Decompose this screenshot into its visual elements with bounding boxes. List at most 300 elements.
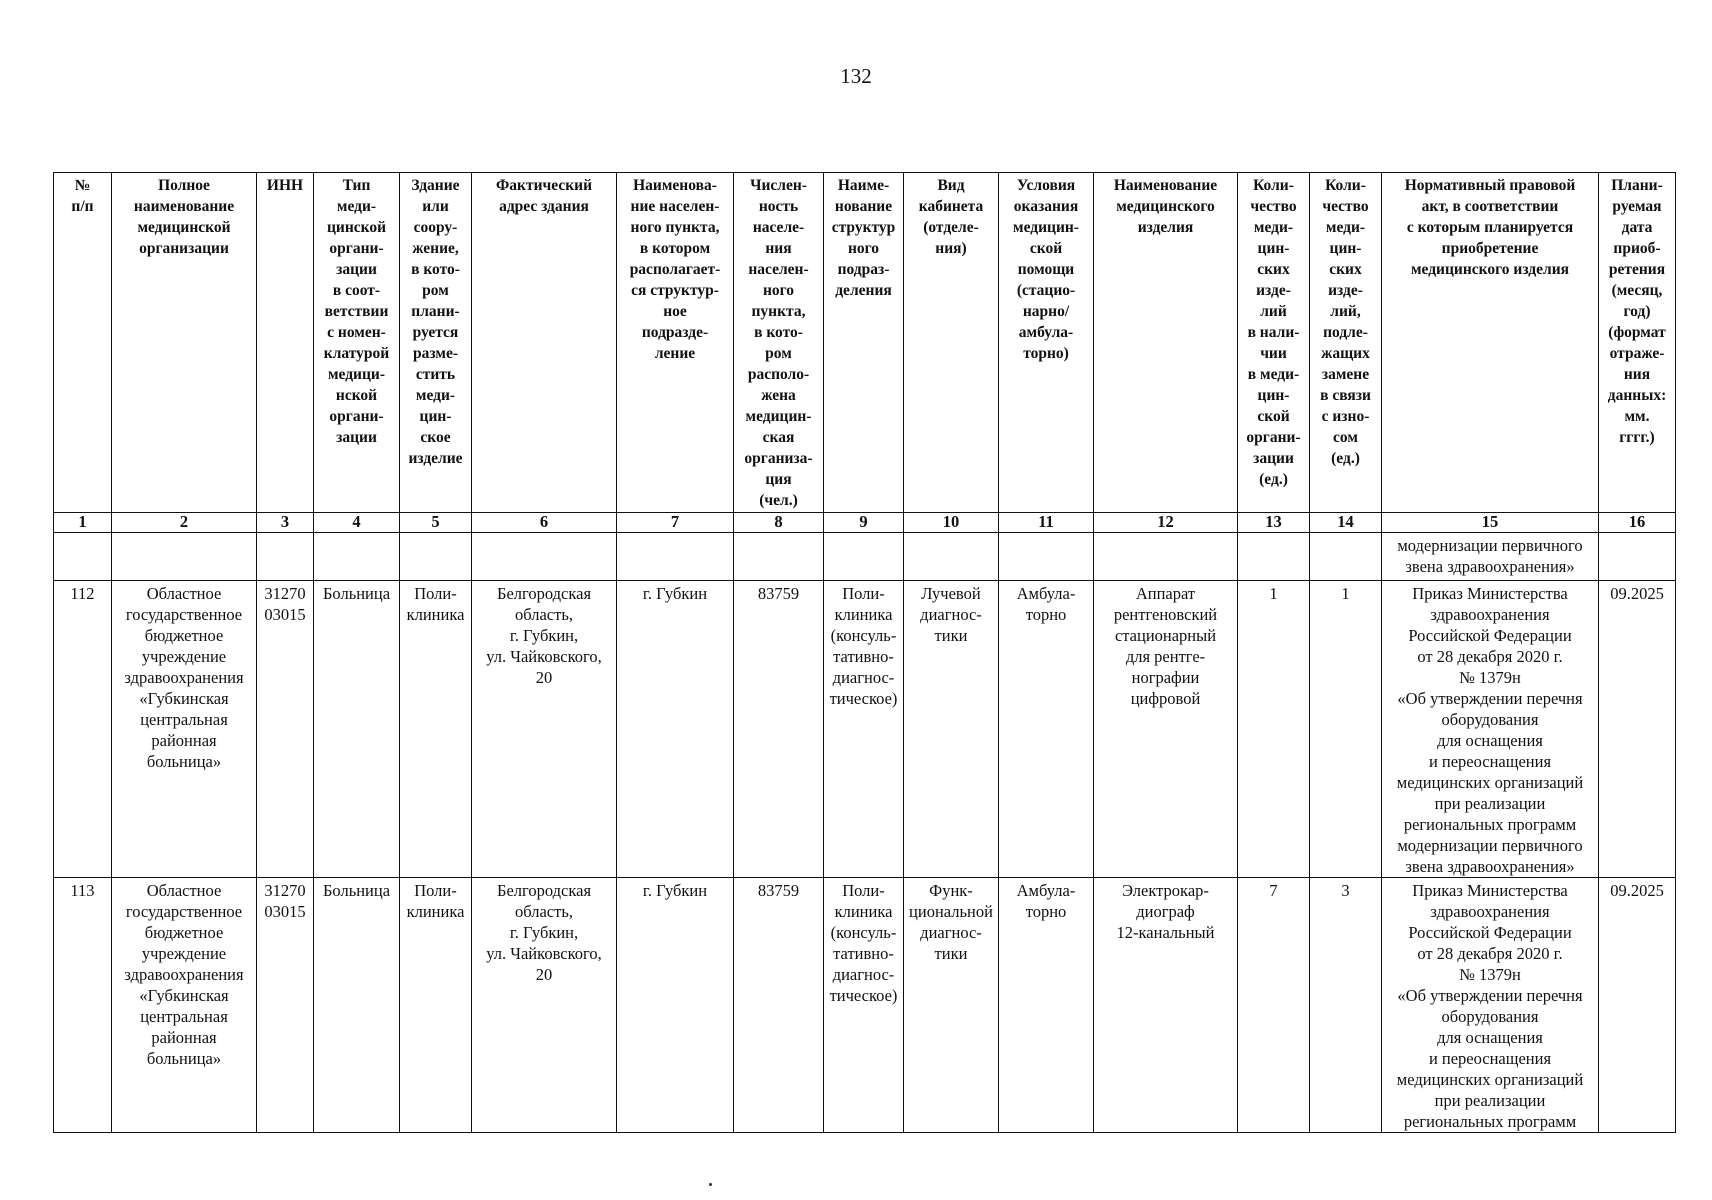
continuation-cell-8 [734, 533, 824, 581]
cell-text-line: Функ- [929, 881, 973, 900]
cell-text-line: ния [765, 240, 792, 257]
cell-text-line: ской [1257, 408, 1290, 425]
cell-text-line: зации [336, 429, 377, 446]
column-number-14: 14 [1310, 513, 1382, 533]
cell-text-line: ция [765, 471, 792, 488]
cell-text-line: приоб- [1613, 240, 1661, 257]
cell-text-line: тики [934, 626, 968, 645]
column-header-10 [904, 173, 999, 513]
cell-text-line: 1 [1341, 584, 1350, 603]
cell-text-line: звена здравоохранения» [1405, 557, 1575, 576]
cell-col-6 [472, 878, 617, 1133]
cell-col-5 [400, 878, 472, 1133]
cell-text-line: Наименова- [633, 177, 717, 194]
cell-text-line: учреждение [141, 647, 227, 666]
cell-text-line: (стацио- [1016, 282, 1076, 299]
cell-text-line: Приказ Министерства [1412, 881, 1568, 900]
cell-text-line: ул. Чайковского, [486, 944, 602, 963]
column-header-8 [734, 173, 824, 513]
cell-col-1 [54, 581, 112, 878]
cell-text-line: 31270 [264, 881, 306, 900]
cell-text-line: тативно- [833, 944, 894, 963]
cell-text-line: модернизации первичного [1397, 536, 1583, 555]
cell-text-line: при реализации [1434, 794, 1546, 813]
cell-text-line: приобретение [1441, 240, 1539, 257]
cell-text-line: Поли- [414, 584, 457, 603]
cell-col-16 [1599, 878, 1676, 1133]
cell-text-line: и переоснащения [1428, 752, 1552, 771]
cell-text-line: цинской [326, 219, 387, 236]
cell-text-line: ния) [935, 240, 967, 257]
cell-text-line: 12-канальный [1116, 923, 1215, 942]
cell-text-line: меди- [415, 387, 456, 404]
cell-text-line: в соот- [332, 282, 381, 299]
cell-text-line: подле- [1323, 324, 1368, 341]
cell-text-line: стить [415, 366, 456, 383]
equipment-table [53, 172, 1676, 1133]
column-header-6 [472, 173, 617, 513]
cell-text-line: жащих [1321, 345, 1370, 362]
cell-col-8 [734, 581, 824, 878]
cell-text-line: жена [761, 387, 796, 404]
cell-text-line: замене [1321, 366, 1370, 383]
continuation-cell-15 [1382, 533, 1599, 581]
cell-text-line: 03015 [264, 605, 306, 624]
column-number-15: 15 [1382, 513, 1599, 533]
cell-text-line: 112 [70, 584, 95, 603]
column-header-4 [314, 173, 400, 513]
cell-text-line: населе- [752, 219, 805, 236]
column-header-3 [257, 173, 314, 513]
cell-text-line: ся структур- [631, 282, 719, 299]
cell-text-line: диагнос- [920, 605, 982, 624]
cell-text-line: здравоохранения [124, 965, 244, 984]
cell-text-line: 3 [1341, 881, 1350, 900]
cell-col-11 [999, 581, 1094, 878]
cell-text-line: Наименование [1113, 177, 1218, 194]
column-number-12: 12 [1094, 513, 1238, 533]
cell-text-line: меди- [1253, 219, 1294, 236]
cell-text-line: медицинской [137, 219, 231, 236]
cell-text-line: помощи [1017, 261, 1075, 278]
cell-text-line: региональных программ [1403, 1112, 1577, 1131]
cell-text-line: с которым планируется [1406, 219, 1574, 236]
cell-text-line: деления [835, 282, 892, 299]
cell-text-line: клатурой [323, 345, 390, 362]
cell-text-line: бюджетное [144, 626, 224, 645]
column-number-8: 8 [734, 513, 824, 533]
cell-text-line: органи- [329, 240, 384, 257]
cell-text-line: больница» [146, 752, 222, 771]
cell-text-line: г. Губкин, [509, 626, 579, 645]
continuation-cell-4 [314, 533, 400, 581]
cell-text-line: год) [1623, 303, 1651, 320]
header-row [54, 173, 1676, 513]
cell-text-line: торно) [1023, 345, 1069, 362]
column-number-2: 2 [112, 513, 257, 533]
cell-text-line: Больница [322, 881, 391, 900]
page-number: 132 [840, 64, 872, 88]
column-header-5 [400, 173, 472, 513]
cell-text-line: разме- [413, 345, 458, 362]
cell-text-line: ром [422, 282, 449, 299]
cell-col-10 [904, 581, 999, 878]
column-number-3: 3 [257, 513, 314, 533]
cell-col-11 [999, 878, 1094, 1133]
cell-text-line: больница» [146, 1049, 222, 1068]
cell-text-line: (отделе- [923, 219, 979, 236]
cell-text-line: цифровой [1130, 689, 1201, 708]
cell-text-line: здравоохранения [1430, 605, 1550, 624]
cell-text-line: для оснащения [1437, 731, 1543, 750]
cell-text-line: дата [1621, 219, 1653, 236]
cell-text-line: Коли- [1253, 177, 1294, 194]
continuation-cell-16 [1599, 533, 1676, 581]
cell-text-line: цин- [419, 408, 452, 425]
cell-text-line: отраже- [1609, 345, 1665, 362]
cell-text-line: в нали- [1247, 324, 1300, 341]
cell-text-line: рентгеновский [1113, 605, 1218, 624]
cell-text-line: для рентге- [1125, 647, 1206, 666]
column-header-2 [112, 173, 257, 513]
cell-text-line: Числен- [750, 177, 807, 194]
cell-text-line: 113 [70, 881, 95, 900]
cell-text-line: ская [762, 429, 795, 446]
cell-text-line: с номен- [327, 324, 386, 341]
cell-text-line: «Об утверждении перечня [1397, 986, 1583, 1005]
cell-text-line: циональной [909, 902, 993, 921]
cell-text-line: с изно- [1321, 408, 1370, 425]
column-number-16: 16 [1599, 513, 1676, 533]
cell-text-line: Фактический [495, 177, 593, 194]
cell-text-line: 20 [535, 965, 553, 984]
column-number-6: 6 [472, 513, 617, 533]
cell-text-line: государственное [125, 605, 243, 624]
cell-text-line: и переоснащения [1428, 1049, 1552, 1068]
table-row [54, 581, 1676, 878]
cell-text-line: Приказ Министерства [1412, 584, 1568, 603]
cell-text-line: стационарный [1114, 626, 1217, 645]
cell-text-line: г. Губкин [642, 881, 708, 900]
cell-text-line: мм. [1624, 408, 1650, 425]
cell-text-line: населен- [748, 261, 809, 278]
cell-text-line: здравоохранения [124, 668, 244, 687]
cell-text-line: (консуль- [830, 626, 897, 645]
table-row [54, 878, 1676, 1133]
cell-text-line: лий, [1330, 303, 1361, 320]
cell-text-line: пункта, [751, 303, 806, 320]
cell-text-line: в котором [639, 240, 711, 257]
cell-col-10 [904, 878, 999, 1133]
cell-text-line: диагнос- [920, 923, 982, 942]
cell-text-line: Белгородская [496, 584, 592, 603]
cell-text-line: Нормативный правовой [1404, 177, 1576, 194]
cell-text-line: тическое) [829, 689, 898, 708]
cell-text-line: чии [1260, 345, 1287, 362]
continuation-cell-13 [1238, 533, 1310, 581]
cell-text-line: нование [834, 198, 893, 215]
cell-text-line: государственное [125, 902, 243, 921]
cell-text-line: в кото- [754, 324, 803, 341]
cell-col-4 [314, 878, 400, 1133]
cell-text-line: чество [1250, 198, 1297, 215]
column-number-1: 1 [54, 513, 112, 533]
cell-text-line: медицинских организаций [1396, 773, 1584, 792]
column-header-11 [999, 173, 1094, 513]
cell-text-line: ного [847, 240, 880, 257]
cell-text-line: бюджетное [144, 923, 224, 942]
cell-text-line: медицинского [1116, 198, 1215, 215]
cell-text-line: изде- [1328, 282, 1363, 299]
cell-text-line: здравоохранения [1430, 902, 1550, 921]
cell-text-line: подраз- [837, 261, 890, 278]
cell-text-line: ное [663, 303, 687, 320]
cell-text-line: ного [762, 282, 795, 299]
cell-text-line: медицин- [1013, 219, 1079, 236]
cell-text-line: ность [758, 198, 799, 215]
cell-text-line: располо- [747, 366, 810, 383]
column-number-13: 13 [1238, 513, 1310, 533]
cell-text-line: № 1379н [1459, 965, 1521, 984]
cell-text-line: 83759 [757, 881, 800, 900]
cell-text-line: 1 [1269, 584, 1278, 603]
cell-text-line: область, [515, 605, 573, 624]
cell-text-line: организации [139, 240, 229, 257]
cell-col-14 [1310, 878, 1382, 1133]
continuation-cell-10 [904, 533, 999, 581]
cell-text-line: руется [412, 324, 459, 341]
cell-text-line: Электрокар- [1122, 881, 1209, 900]
cell-text-line: от 28 декабря 2020 г. [1417, 944, 1563, 963]
cell-text-line: в кото- [411, 261, 460, 278]
cell-text-line: медицинских организаций [1396, 1070, 1584, 1089]
cell-col-12 [1094, 878, 1238, 1133]
cell-text-line: Российской Федерации [1408, 923, 1572, 942]
column-number-11: 11 [999, 513, 1094, 533]
column-header-14 [1310, 173, 1382, 513]
column-number-9: 9 [824, 513, 904, 533]
cell-col-15 [1382, 581, 1599, 878]
cell-text-line: кабинета [918, 198, 984, 215]
cell-text-line: региональных программ [1403, 815, 1577, 834]
cell-text-line: центральная [140, 710, 228, 729]
continuation-cell-9 [824, 533, 904, 581]
cell-text-line: ветствии [324, 303, 389, 320]
cell-text-line: организа- [744, 450, 813, 467]
cell-text-line: п/п [71, 198, 94, 215]
continuation-cell-12 [1094, 533, 1238, 581]
cell-col-9 [824, 581, 904, 878]
cell-col-3 [257, 878, 314, 1133]
cell-text-line: гггг.) [1619, 429, 1655, 446]
cell-text-line: область, [515, 902, 573, 921]
cell-text-line: от 28 декабря 2020 г. [1417, 647, 1563, 666]
cell-text-line: Поли- [842, 584, 885, 603]
cell-text-line: (формат [1608, 324, 1666, 341]
cell-col-4 [314, 581, 400, 878]
cell-text-line: наименование [133, 198, 235, 215]
cell-text-line: располагает- [629, 261, 721, 278]
cell-text-line: плани- [411, 303, 460, 320]
cell-text-line: ние населен- [630, 198, 720, 215]
cell-text-line: (ед.) [1331, 450, 1360, 467]
cell-text-line: амбула- [1018, 324, 1074, 341]
cell-text-line: в связи [1320, 387, 1371, 404]
cell-text-line: или [422, 198, 449, 215]
column-header-15 [1382, 173, 1599, 513]
cell-text-line: чество [1322, 198, 1369, 215]
cell-text-line: учреждение [141, 944, 227, 963]
cell-text-line: «Губкинская [139, 689, 229, 708]
cell-text-line: Поли- [414, 881, 457, 900]
cell-col-5 [400, 581, 472, 878]
cell-text-line: районная [151, 731, 217, 750]
cell-text-line: диагнос- [832, 965, 895, 984]
cell-text-line: 7 [1269, 881, 1278, 900]
continuation-cell-11 [999, 533, 1094, 581]
cell-text-line: изделие [408, 450, 463, 467]
cell-text-line: органи- [1246, 429, 1301, 446]
cell-text-line: клиника [406, 605, 465, 624]
cell-text-line: (чел.) [759, 492, 798, 509]
continuation-cell-6 [472, 533, 617, 581]
cell-text-line: торно [1025, 605, 1067, 624]
cell-col-7 [617, 878, 734, 1133]
cell-text-line: районная [151, 1028, 217, 1047]
cell-text-line: торно [1025, 902, 1067, 921]
column-header-16 [1599, 173, 1676, 513]
cell-text-line: Белгородская [496, 881, 592, 900]
cell-text-line: Российской Федерации [1408, 626, 1572, 645]
cell-text-line: Здание [411, 177, 460, 194]
cell-col-7 [617, 581, 734, 878]
cell-text-line: Аппарат [1135, 584, 1196, 603]
cell-text-line: Условия [1016, 177, 1076, 194]
cell-text-line: меди- [336, 198, 377, 215]
cell-text-line: клиника [834, 605, 893, 624]
cell-text-line: 20 [535, 668, 553, 687]
cell-text-line: тики [934, 944, 968, 963]
cell-col-2 [112, 878, 257, 1133]
continuation-cell-14 [1310, 533, 1382, 581]
cell-text-line: зации [1253, 450, 1294, 467]
cell-text-line: подразде- [641, 324, 709, 341]
cell-text-line: (ед.) [1259, 471, 1288, 488]
cell-col-15 [1382, 878, 1599, 1133]
cell-text-line: данных: [1607, 387, 1667, 404]
cell-text-line: ИНН [266, 177, 304, 194]
cell-text-line: «Об утверждении перечня [1397, 689, 1583, 708]
cell-text-line: ния [1623, 366, 1651, 383]
cell-text-line: ретения [1608, 261, 1666, 278]
cell-text-line: нографии [1131, 668, 1200, 687]
cell-text-line: при реализации [1434, 1091, 1546, 1110]
cell-text-line: руемая [1612, 198, 1662, 215]
cell-text-line: Вид [937, 177, 965, 194]
continuation-cell-1 [54, 533, 112, 581]
cell-text-line: Областное [146, 584, 222, 603]
column-header-12 [1094, 173, 1238, 513]
continuation-cell-2 [112, 533, 257, 581]
cell-text-line: ление [654, 345, 696, 362]
cell-text-line: Коли- [1325, 177, 1366, 194]
cell-text-line: 09.2025 [1610, 881, 1664, 900]
cell-text-line: тическое) [829, 986, 898, 1005]
continuation-row [54, 533, 1676, 581]
cell-text-line: ских [1257, 261, 1290, 278]
cell-text-line: медицин- [745, 408, 812, 425]
cell-col-13 [1238, 581, 1310, 878]
cell-text-line: ром [765, 345, 792, 362]
cell-col-8 [734, 878, 824, 1133]
cell-text-line: Больница [322, 584, 391, 603]
cell-text-line: ул. Чайковского, [486, 647, 602, 666]
cell-text-line: Амбула- [1016, 881, 1076, 900]
column-header-9 [824, 173, 904, 513]
cell-text-line: ских [1329, 261, 1362, 278]
cell-text-line: цин- [1257, 387, 1290, 404]
column-number-5: 5 [400, 513, 472, 533]
cell-text-line: клиника [406, 902, 465, 921]
cell-col-16 [1599, 581, 1676, 878]
cell-col-14 [1310, 581, 1382, 878]
cell-text-line: цин- [1257, 240, 1290, 257]
cell-text-line: нской [335, 387, 378, 404]
cell-text-line: (месяц, [1611, 282, 1663, 299]
cell-text-line: органи- [329, 408, 384, 425]
cell-text-line: сом [1333, 429, 1358, 446]
cell-text-line: Амбула- [1016, 584, 1076, 603]
cell-col-3 [257, 581, 314, 878]
cell-text-line: Плани- [1611, 177, 1663, 194]
column-header-13 [1238, 173, 1310, 513]
cell-text-line: оказания [1013, 198, 1079, 215]
cell-text-line: № 1379н [1459, 668, 1521, 687]
cell-text-line: цин- [1329, 240, 1362, 257]
cell-text-line: структур [831, 219, 896, 236]
column-number-4: 4 [314, 513, 400, 533]
column-header-1 [54, 173, 112, 513]
cell-col-13 [1238, 878, 1310, 1133]
continuation-cell-7 [617, 533, 734, 581]
cell-text-line: «Губкинская [139, 986, 229, 1005]
cell-text-line: лий [1260, 303, 1287, 320]
cell-text-line: нарно/ [1022, 303, 1070, 320]
cell-text-line: Тип [342, 177, 371, 194]
cell-text-line: адрес здания [499, 198, 589, 215]
cell-text-line: модернизации первичного [1397, 836, 1583, 855]
cell-text-line: г. Губкин [642, 584, 708, 603]
cell-text-line: центральная [140, 1007, 228, 1026]
cell-text-line: Наиме- [837, 177, 890, 194]
cell-text-line: медицинского изделия [1410, 261, 1570, 278]
cell-text-line: жение, [412, 240, 459, 257]
cell-text-line: зации [336, 261, 377, 278]
continuation-cell-3 [257, 533, 314, 581]
cell-text-line: диагнос- [832, 668, 895, 687]
cell-text-line: 03015 [264, 902, 306, 921]
cell-text-line: 31270 [264, 584, 306, 603]
cell-col-1 [54, 878, 112, 1133]
cell-text-line: изде- [1256, 282, 1291, 299]
cell-text-line: акт, в соответствии [1421, 198, 1559, 215]
cell-text-line: тативно- [833, 647, 894, 666]
cell-text-line: г. Губкин, [509, 923, 579, 942]
cell-text-line: 83759 [757, 584, 800, 603]
cell-text-line: Полное [158, 177, 210, 194]
column-header-7 [617, 173, 734, 513]
cell-text-line: для оснащения [1437, 1028, 1543, 1047]
